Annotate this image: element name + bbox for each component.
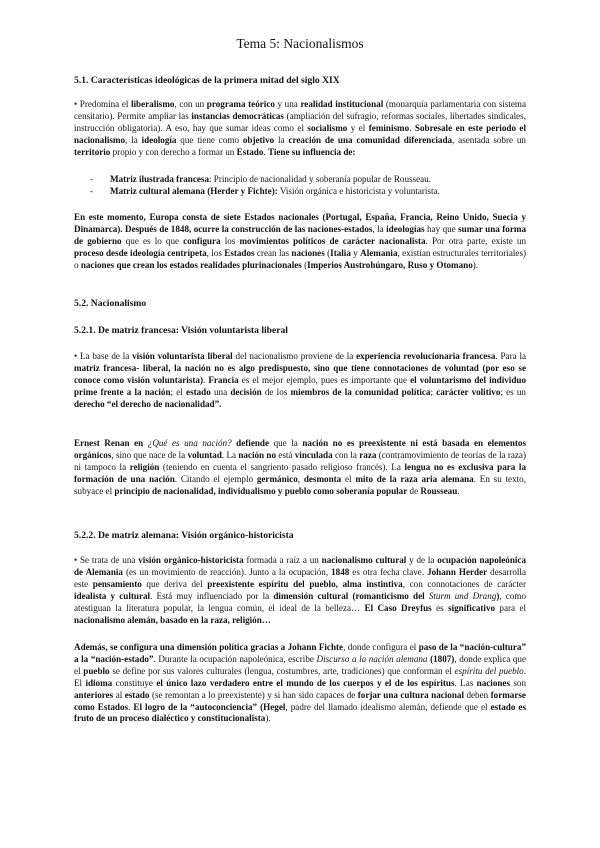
bold-text: estado (186, 386, 211, 397)
bold-text: mito de la raza aria alemana (355, 473, 474, 484)
bold-text: naciones que crean los estados realidades plurinacionales (80, 259, 302, 270)
bold-text: el voluntarismo del individuo prime frente a la nación (74, 374, 526, 397)
paragraph-vision-voluntarista: • La base de la visión voluntarista liberal del nacionalismo proviene de la experiencia revolucionaria francesa. Para la matriz francesa- liberal, la nación no es algo predispuesto, sino que tiene connotaciones de voluntad (por eso se conoce como visión voluntarista). Francia es el mejor ejemplo, pues es importante que el voluntarismo del individuo prime frente a la nación; el estado una decisión de los miembros de la comunidad política; carácter volitivo; es un derecho “el derecho de nacionalidad”. (74, 351, 527, 409)
bold-text: raza (359, 449, 377, 460)
bold-text: miembros de la comunidad política (290, 386, 431, 397)
bold-text: lengua no es exclusiva para la formación de una nación (74, 461, 526, 484)
bold-text: ocupación napoleónica de Alemania (74, 555, 527, 577)
list-item-matriz-alemana: - Matriz cultural alemana (Herder y Fichte): Visión orgánica e historicista y voluntarista. (90, 186, 440, 196)
italic-text: espíritu del pueblo (454, 665, 524, 676)
heading-5-1: 5.1. Características ideológicas de la primera mitad del siglo XIX (74, 75, 340, 86)
bold-text: objetivo (242, 134, 275, 145)
bold-text: 1848 (331, 566, 350, 577)
italic-text: ¿Qué es una nación? (147, 438, 232, 448)
bold-text: formarse como Estados (74, 689, 526, 712)
list-item-text: Matriz cultural alemana (Herder y Fichte): Visión orgánica e historicista y voluntarista. (110, 186, 440, 196)
bold-text: desmonta (303, 473, 342, 484)
bold-text: Tiene su influencia de: (267, 146, 356, 157)
bold-text: preexistente espíritu del pueblo, alma instintiva (207, 578, 403, 589)
italic-text: Discurso a la nación alemana (316, 653, 428, 664)
bold-text: vinculada (294, 449, 333, 460)
bold-text: idealista y cultural (74, 590, 151, 601)
bold-text: experiencia revolucionaria francesa (356, 351, 496, 361)
bold-text: Johann Herder (427, 566, 488, 577)
bold-text: decisión (230, 386, 262, 397)
bold-text: configura (183, 235, 221, 246)
bold-text: nacionalismo alemán, basado en la raza, religión… (74, 614, 271, 625)
bold-text: Estados (224, 247, 255, 258)
bold-text: Además, se configura una dimensión política gracias a Johann Fichte (74, 642, 344, 652)
bold-text: ideología (141, 134, 177, 145)
paragraph-europa-estados: En este momento, Europa consta de siete Estados nacionales (Portugal, España, Francia, Reino Unido, Suecia y Dinamarca). Después de 1848, ocurre la construcción de las naciones-estados, la ideologías hay que sumar una forma de gobierno que es lo que configura los movimientos políticos de carácter nacionalista. Por otra parte, existe un proceso desde ideología centrípeta, los Estados crean las naciones (Italia y Alemania, existían estructurales territoriales) o naciones que crean los estados realidades plurinacionales (Imperios Austrohúngaro, Ruso y Otomano). (74, 212, 527, 270)
bold-text: proceso desde ideología centrípeta (74, 247, 207, 258)
bold-text: el único lazo verdadero entre el mundo de los cuerpos y el de los espíritus (156, 677, 455, 688)
paragraph-ernest-renan: Ernest Renan en ¿Qué es una nación? defiende que la nación no es preexistente ni está basada en elementos orgánicos, sino que nace de la voluntad. La nación no está vinculada con la raza (contramovimiento de teorías de la raza) ni tampoco la religión (teniendo en cuenta el sangriento pasado religioso francés). La lengua no es exclusiva para la formación de una nación. Citando el ejemplo germánico, desmonta el mito de la raza aria alemana. En su texto, subyace el principio de nacionalidad, individualismo y pueblo como soberanía popular de Rousseau. (74, 438, 526, 496)
bold-text: creación de una comunidad diferenciada (288, 134, 453, 145)
bold-text: Imperios Austrohúngaro, Ruso y Otomano (307, 259, 473, 270)
heading-5-2: 5.2. Nacionalismo (74, 298, 147, 309)
bold-text: pensamiento (92, 578, 142, 589)
bold-text: socialismo (307, 122, 348, 133)
paragraph-vision-organica: • Se trata de una visión orgánico-historicista formada a raíz a un nacionalismo cultural y de la ocupación napoleónica de Alemania (es un movimiento de reacción). Junto a la ocupación, 1848 es otra fecha clave. Johann Herder desarrolla este pensamiento que deriva del preexistente espíritu del pueblo, alma instintiva, con connotaciones de carácter idealista y cultural. Está muy influenciado por la dimensión cultural (romanticismo del Sturm und Drang), como atestiguan la literatura popular, la lengua común, el ideal de la belleza… El Caso Dreyfus es significativo para el nacionalismo alemán, basado en la raza, religión… (74, 555, 527, 625)
bold-text: paso de la “nación-cultura” a la “nación-estado” (74, 642, 526, 664)
bold-text: significativo (448, 602, 496, 613)
paragraph-johann-fichte: Además, se configura una dimensión política gracias a Johann Fichte, donde configura el paso de la “nación-cultura” a la “nación-estado”. Durante la ocupación napoleónica, escribe Discurso a la nación alemana (1807), donde explica que el pueblo se define por sus valores culturales (lengua, costumbres, arte, tradiciones) que conforman el espíritu del pueblo. El idioma constituye el único lazo verdadero entre el mundo de los cuerpos y el de los espíritus. Las naciones son anteriores al estado (se remontan a lo preexistente) y si han sido capaces de forjar una cultura nacional deben formarse como Estados. El logro de la “autoconciencia” (Hegel, padre del llamado idealismo alemán, defiende que el estado es fruto de un proceso dialéctico y constitucionalista). (74, 642, 527, 724)
bold-text: feminismo (368, 122, 410, 133)
bold-text: sumar una forma de gobierno (74, 223, 526, 246)
bold-text: En este momento, Europa consta de siete Estados nacionales (Portugal, España, Francia, Reino Unido, Suecia y Dinamarca). Después de 1848, ocurre la construcción de las naciones-estados (74, 212, 526, 234)
bold-text: visión orgánico-historicista (138, 555, 244, 565)
bold-text: Estado (236, 146, 264, 157)
bold-text: territorio (74, 146, 111, 157)
heading-5-2-2: 5.2.2. De matriz alemana: Visión orgánico-historicista (74, 530, 294, 541)
bold-text: (1807) (430, 653, 455, 664)
bold-text: ) (496, 590, 500, 601)
bold-text: forjar una cultura nacional (357, 689, 464, 700)
paragraph-liberalismo: • Predomina el liberalismo, con un programa teórico y una realidad institucional (monarquía parlamentaria con sistema censitario). Permite ampliar las instancias democráticas (ampliación del sufragio, reformas sociales, libertades sindicales, instrucción obligatoria). A eso, hay que sumar ideas como el socialismo y el feminismo. Sobresale en este periodo el nacionalismo, la ideología que tiene como objetivo la creación de una comunidad diferenciada, asentada sobre un territorio propio y con derecho a formar un Estado. Tiene su influencia de: (74, 99, 527, 157)
list-item-text: Matriz ilustrada francesa: Principio de nacionalidad y soberanía popular de Rousseau. (110, 174, 431, 184)
page-title: Tema 5: Nacionalismos (236, 36, 364, 51)
bold-text: defiende (231, 438, 270, 448)
bold-text: derecho “el derecho de nacionalidad”. (74, 398, 222, 409)
list-item-matriz-francesa: - Matriz ilustrada francesa: Principio de nacionalidad y soberanía popular de Rousseau. (90, 174, 431, 184)
bold-text: (Hegel (260, 701, 286, 712)
bold-text: germánico (256, 473, 298, 484)
bold-text: religión (129, 461, 160, 472)
bold-text: nación no es preexistente ni está basada en elementos orgánicos (74, 438, 526, 460)
bold-text: matriz francesa- liberal, la nación no es algo predispuesto, sino que tiene connotaciones de voluntad (por eso se conoce como visión voluntarista) (74, 362, 526, 385)
bold-text: nación no (238, 449, 277, 460)
bold-text: Ernest Renan en (74, 438, 148, 448)
bold-text: liberalismo (131, 99, 175, 109)
bold-text: nacionalismo cultural (321, 555, 407, 565)
bold-text: Matriz cultural alemana (Herder y Fichte): (110, 186, 278, 196)
bold-text: Francia (208, 374, 239, 385)
bold-text: El Caso Dreyfus (364, 602, 432, 613)
bold-text: Sobresale en este periodo el nacionalismo (74, 122, 526, 145)
bold-text: anteriores (74, 689, 114, 700)
bold-text: realidad institucional (300, 99, 384, 109)
bold-text: principio de nacionalidad, individualismo y pueblo como soberanía popular (114, 485, 408, 496)
bold-text: movimientos políticos de carácter nacionalista (239, 235, 426, 246)
bold-text: Italia (330, 247, 351, 258)
bold-text: visión voluntarista liberal (132, 351, 233, 361)
bold-text: El logro de la “autoconciencia” (133, 701, 258, 712)
bold-text: voluntad (187, 449, 222, 460)
bold-text: instancias democráticas (191, 110, 284, 121)
italic-text: Sturm und Drang (428, 590, 497, 601)
bold-text: programa teórico (206, 99, 275, 109)
bold-text: Matriz ilustrada francesa (110, 174, 209, 184)
bold-text: idioma (85, 677, 113, 688)
bold-text: ideologías (386, 223, 425, 234)
bold-text: Alemania (360, 247, 398, 258)
bold-text: pueblo (83, 665, 110, 676)
heading-5-2-1: 5.2.1. De matriz francesa: Visión voluntarista liberal (74, 325, 288, 336)
bold-text: Rousseau (420, 485, 458, 496)
bold-text: carácter volitivo (436, 386, 501, 397)
bold-text: naciones (291, 247, 325, 258)
bold-text: naciones (476, 677, 511, 688)
bold-text: dimensión cultural (romanticismo del (273, 590, 429, 601)
bold-text: estado (124, 689, 150, 700)
bold-text: estado es fruto de un proceso dialéctico y constitucionalista (74, 701, 527, 724)
